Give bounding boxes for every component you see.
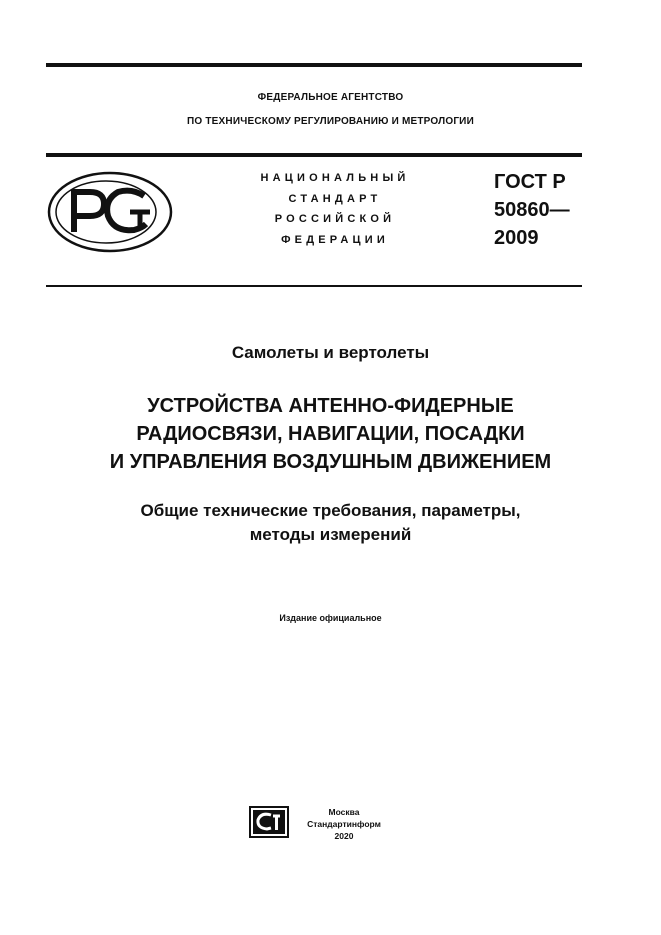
- main-title-line-3: И УПРАВЛЕНИЯ ВОЗДУШНЫМ ДВИЖЕНИЕМ: [109, 451, 552, 473]
- publisher-city: Москва: [328, 807, 360, 817]
- publisher-name: Стандартинформ: [307, 819, 381, 829]
- main-title-line-2: РАДИОСВЯЗИ, НАВИГАЦИИ, ПОСАДКИ: [136, 423, 525, 445]
- publisher-year: 2020: [334, 831, 354, 841]
- national-line-4: ФЕДЕРАЦИИ: [281, 234, 389, 246]
- agency-line-2: ПО ТЕХНИЧЕСКОМУ РЕГУЛИРОВАНИЮ И МЕТРОЛОГИИ: [187, 116, 474, 127]
- national-line-2: СТАНДАРТ: [288, 193, 382, 205]
- top-rule: [46, 63, 582, 67]
- gost-line-3: 2009: [494, 227, 539, 249]
- document-category: Самолеты и вертолеты: [231, 343, 430, 362]
- subtitle-line-2: методы измерений: [249, 525, 412, 544]
- subtitle-line-1: Общие технические требования, параметры,: [140, 501, 521, 520]
- gost-line-2: 50860—: [494, 199, 570, 221]
- rst-logo-icon: [46, 170, 174, 254]
- header-rule: [46, 153, 582, 157]
- national-line-1: НАЦИОНАЛЬНЫЙ: [260, 172, 410, 184]
- standartinform-logo-icon: [249, 806, 289, 838]
- gost-line-1: ГОСТ Р: [494, 171, 566, 193]
- national-line-3: РОССИЙСКОЙ: [274, 213, 396, 225]
- main-title-line-1: УСТРОЙСТВА АНТЕННО-ФИДЕРНЫЕ: [147, 395, 514, 417]
- edition-label: Издание официальное: [279, 613, 382, 623]
- separator-rule: [46, 285, 582, 287]
- agency-line-1: ФЕДЕРАЛЬНОЕ АГЕНТСТВО: [257, 92, 404, 103]
